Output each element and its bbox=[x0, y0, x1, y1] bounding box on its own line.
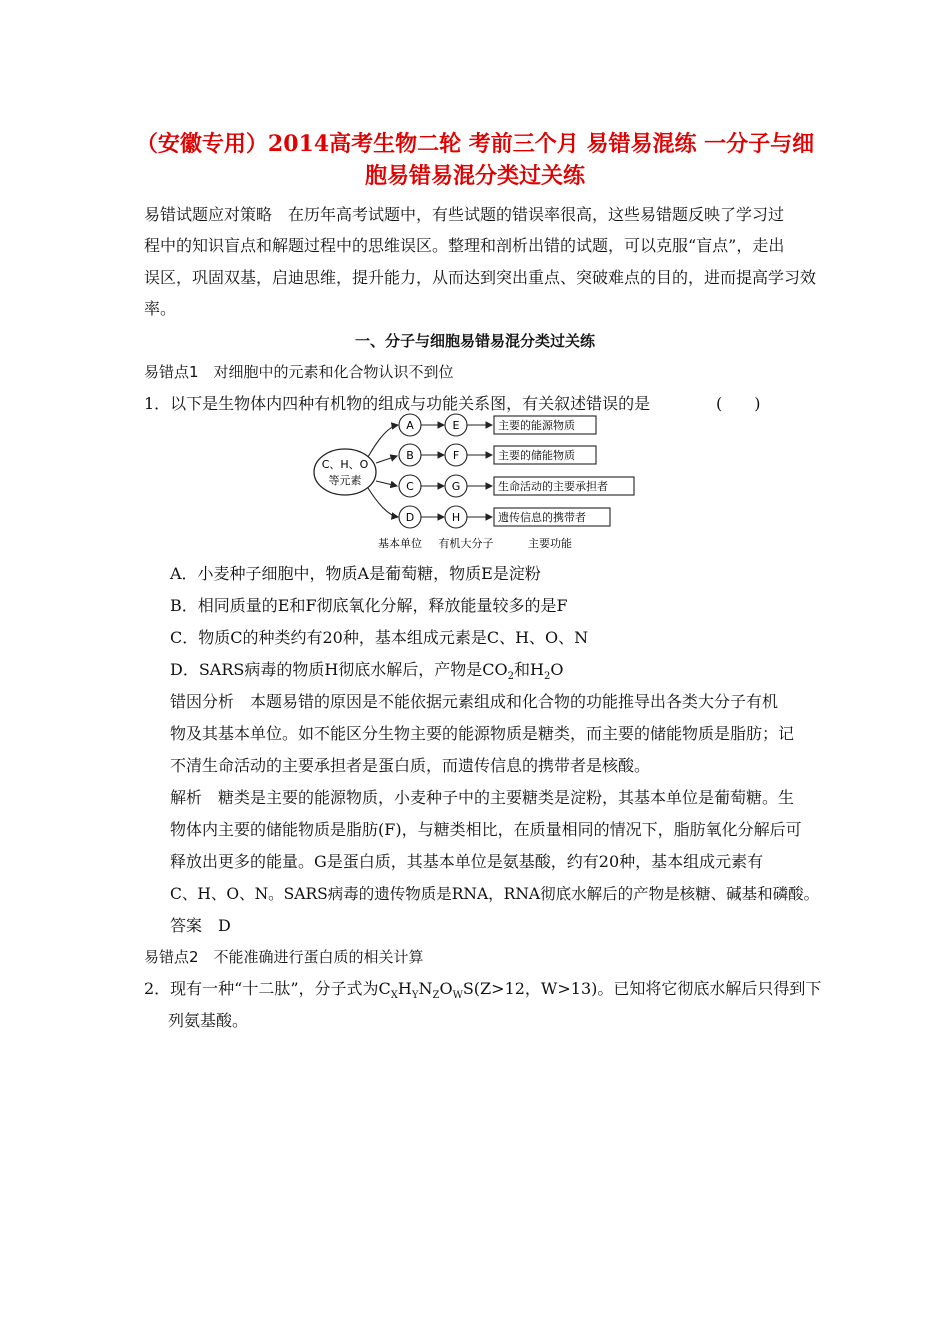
document-title-line-1: （安徽专用）2014高考生物二轮 考前三个月 易错易混练 一分子与细 bbox=[135, 131, 815, 157]
analysis-line-1 bbox=[170, 788, 794, 808]
analysis-line-4: C、H、O、N。SARS病毒的遗传物质是RNA，RNA彻底水解后的产物是核糖、碱基和磷酸。 bbox=[170, 885, 820, 903]
q2-subscript-y: Y bbox=[411, 990, 419, 1002]
document-title-line-2: 胞易错易混分类过关练 bbox=[364, 163, 585, 189]
arrow-to-c bbox=[376, 481, 397, 486]
question-1-answer-blank: ( ) bbox=[716, 394, 761, 413]
question-2-line-2: 列氨基酸。 bbox=[168, 1011, 249, 1030]
node-b-label: B bbox=[406, 449, 414, 462]
analysis-line-2: 物体内主要的储能物质是脂肪(F)，与糖类相比，在质量相同的情况下，脂肪氧化分解后可 bbox=[170, 820, 802, 839]
error-point-1-heading: 易错点1 对细胞中的元素和化合物认识不到位 bbox=[144, 363, 454, 381]
answer-line bbox=[170, 916, 231, 936]
q2-subscript-z: Z bbox=[432, 990, 440, 1002]
node-e-label: E bbox=[452, 419, 460, 432]
node-d-label: D bbox=[405, 511, 415, 524]
option-d-subscript-1: 2 bbox=[507, 671, 515, 683]
option-d-subscript-2: 2 bbox=[544, 671, 551, 683]
analysis-text-1: 糖类是主要的能源物质，小麦种子中的主要糖类是淀粉，其基本单位是葡萄糖。生 bbox=[218, 788, 795, 807]
error-analysis-label: 错因分析 bbox=[170, 692, 235, 711]
row-a bbox=[399, 414, 596, 436]
q2-subscript-x: X bbox=[390, 990, 398, 1002]
organic-compounds-diagram bbox=[310, 405, 650, 555]
arrow-to-a bbox=[368, 425, 398, 457]
node-h-label: H bbox=[451, 511, 461, 524]
intro-line-2: 程中的知识盲点和解题过程中的思维误区。整理和剖析出错的试题，可以克服“盲点”，走出 bbox=[144, 236, 785, 255]
node-f-label: F bbox=[452, 449, 460, 462]
node-c-label: C bbox=[406, 480, 414, 493]
elements-ellipse bbox=[314, 449, 376, 495]
option-d-text-1: D．SARS病毒的物质H彻底水解后，产物是CO bbox=[170, 660, 508, 679]
row-d bbox=[399, 506, 610, 528]
q2-text-h: H bbox=[397, 979, 412, 998]
q2-text-pre: 2．现有一种“十二肽”，分子式为C bbox=[144, 979, 391, 998]
q2-subscript-w: W bbox=[452, 990, 463, 1002]
q2-text-post: S(Z>12，W>13)。已知将它彻底水解后只得到下 bbox=[462, 979, 822, 998]
q2-text-n: N bbox=[418, 979, 433, 998]
intro-line-3: 误区，巩固双基，启迪思维，提升能力，从而达到突出重点、突破难点的目的，进而提高学习效 bbox=[144, 268, 817, 287]
option-a: A．小麦种子细胞中，物质A是葡萄糖，物质E是淀粉 bbox=[170, 564, 541, 583]
error-analysis-line-3: 不清生命活动的主要承担者是蛋白质，而遗传信息的携带者是核酸。 bbox=[170, 756, 651, 775]
analysis-label: 解析 bbox=[170, 788, 203, 807]
option-d-text-2: 和H bbox=[514, 660, 545, 679]
analysis-line-3: 释放出更多的能量。G是蛋白质，其基本单位是氨基酸，约有20种，基本组成元素有 bbox=[170, 852, 764, 871]
option-d-text-3: O bbox=[550, 660, 564, 679]
q2-text-o: O bbox=[439, 979, 453, 998]
intro-line-1: 易错试题应对策略 在历年高考试题中，有些试题的错误率很高，这些易错题反映了学习过 bbox=[144, 205, 785, 224]
node-a-label: A bbox=[406, 419, 414, 432]
answer-value: D bbox=[218, 916, 231, 935]
elements-label-1: C、H、O bbox=[321, 458, 369, 471]
answer-label: 答案 bbox=[170, 916, 203, 935]
function-label-c: 生命活动的主要承担者 bbox=[498, 480, 608, 493]
caption-main-function: 主要功能 bbox=[528, 537, 572, 550]
row-c bbox=[399, 475, 634, 497]
row-b bbox=[399, 444, 596, 466]
error-analysis-text-1: 本题易错的原因是不能依据元素组成和化合物的功能推导出各类大分子有机 bbox=[250, 692, 779, 711]
question-1-stem: 1．以下是生物体内四种有机物的组成与功能关系图，有关叙述错误的是 bbox=[144, 394, 651, 413]
option-d bbox=[170, 660, 564, 683]
function-label-d: 遗传信息的携带者 bbox=[498, 511, 586, 524]
section-heading: 一、分子与细胞易错易混分类过关练 bbox=[354, 332, 595, 350]
function-label-a: 主要的能源物质 bbox=[498, 419, 575, 432]
caption-macromolecule: 有机大分子 bbox=[438, 537, 494, 550]
option-b: B．相同质量的E和F彻底氧化分解，释放能量较多的是F bbox=[170, 596, 568, 615]
question-2-line-1 bbox=[144, 979, 822, 1002]
error-analysis-line-1 bbox=[170, 692, 778, 712]
error-point-2-heading: 易错点2 不能准确进行蛋白质的相关计算 bbox=[144, 948, 424, 966]
function-label-b: 主要的储能物质 bbox=[498, 449, 575, 462]
option-c: C．物质C的种类约有20种，基本组成元素是C、H、O、N bbox=[170, 628, 589, 647]
arrow-to-d bbox=[368, 488, 398, 517]
caption-basic-unit: 基本单位 bbox=[378, 537, 422, 550]
arrow-to-b bbox=[376, 456, 397, 463]
error-analysis-line-2: 物及其基本单位。如不能区分生物主要的能源物质是糖类，而主要的储能物质是脂肪；记 bbox=[170, 724, 795, 743]
node-g-label: G bbox=[451, 480, 461, 493]
intro-line-4: 率。 bbox=[144, 299, 177, 318]
elements-label-2: 等元素 bbox=[328, 474, 362, 487]
